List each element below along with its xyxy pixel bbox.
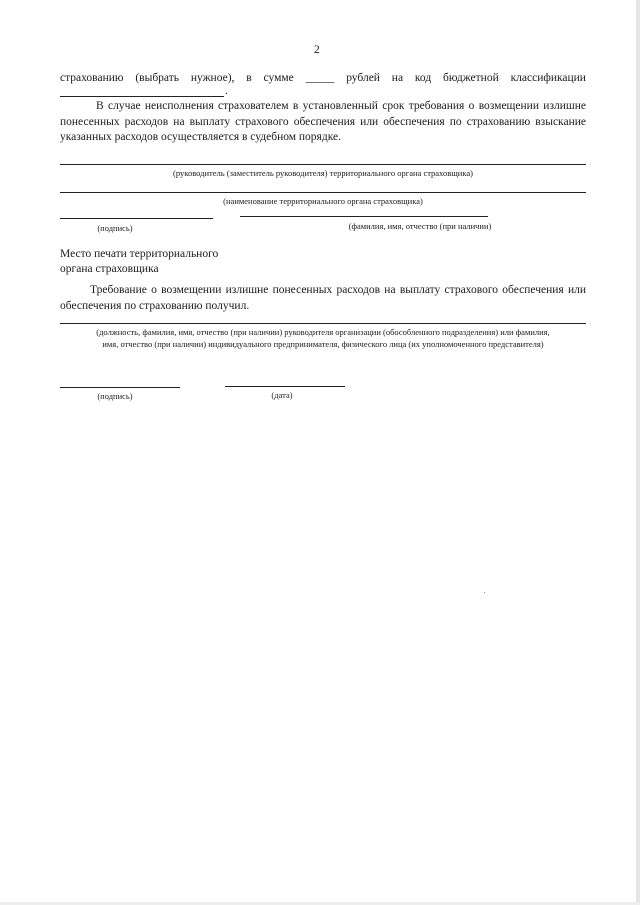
receipt-paragraph: Требование о возмещении излишне понесенных расходов на выплату страхового обеспечения или обеспечения по страхованию получил. [60,284,586,312]
recipient-caption-1: (должность, фамилия, имя, отчество (при наличии) руководителя организации (обособленного подразделения) или фамилия, [96,327,550,337]
word: на [391,72,404,84]
word: нужное), [190,72,235,84]
scan-speck [484,592,485,593]
stamp-place-line2: органа страховщика [60,263,159,275]
kbk-blank-line [60,96,224,97]
collection-paragraph: В случае неисполнения страхователем в установленный срок требования о возмещении излишне понесенных расходов на выплату страхового обеспечения или обеспечения по страхованию взыскание указанных расходов осуществляется в судебном порядке. [60,100,586,143]
scan-edge-right [636,0,640,905]
org-name-caption: (наименование территориального органа страховщика) [223,196,423,206]
word: (выбрать [135,72,179,84]
date-line [225,386,345,387]
page-number: 2 [314,44,320,56]
word: страхованию [60,72,124,84]
fio-line [240,216,488,217]
signature-line-2 [60,387,180,388]
word: бюджетной [443,72,499,84]
word: классификации [510,72,586,84]
signature-line-1 [60,218,213,219]
word: рублей [346,72,380,84]
amount-blank: _____ [305,72,335,84]
word: код [414,72,432,84]
amount-line [60,72,586,84]
date-caption: (дата) [271,390,293,400]
word: сумме [263,72,294,84]
head-caption: (руководитель (заместитель руководителя) территориального органа страховщика) [173,168,473,178]
org-name-line [60,192,586,193]
word: в [246,72,252,84]
signature-caption-2: (подпись) [97,391,133,401]
kbk-period: . [225,85,228,97]
head-signature-line [60,164,586,165]
fio-caption: (фамилия, имя, отчество (при наличии) [348,221,492,231]
stamp-place-line1: Место печати территориального [60,248,219,260]
recipient-caption-2: имя, отчество (при наличии) индивидуального предпринимателя, физического лица (их уполномоченного представителя) [102,339,544,349]
recipient-line [60,323,586,324]
signature-caption-1: (подпись) [97,223,133,233]
